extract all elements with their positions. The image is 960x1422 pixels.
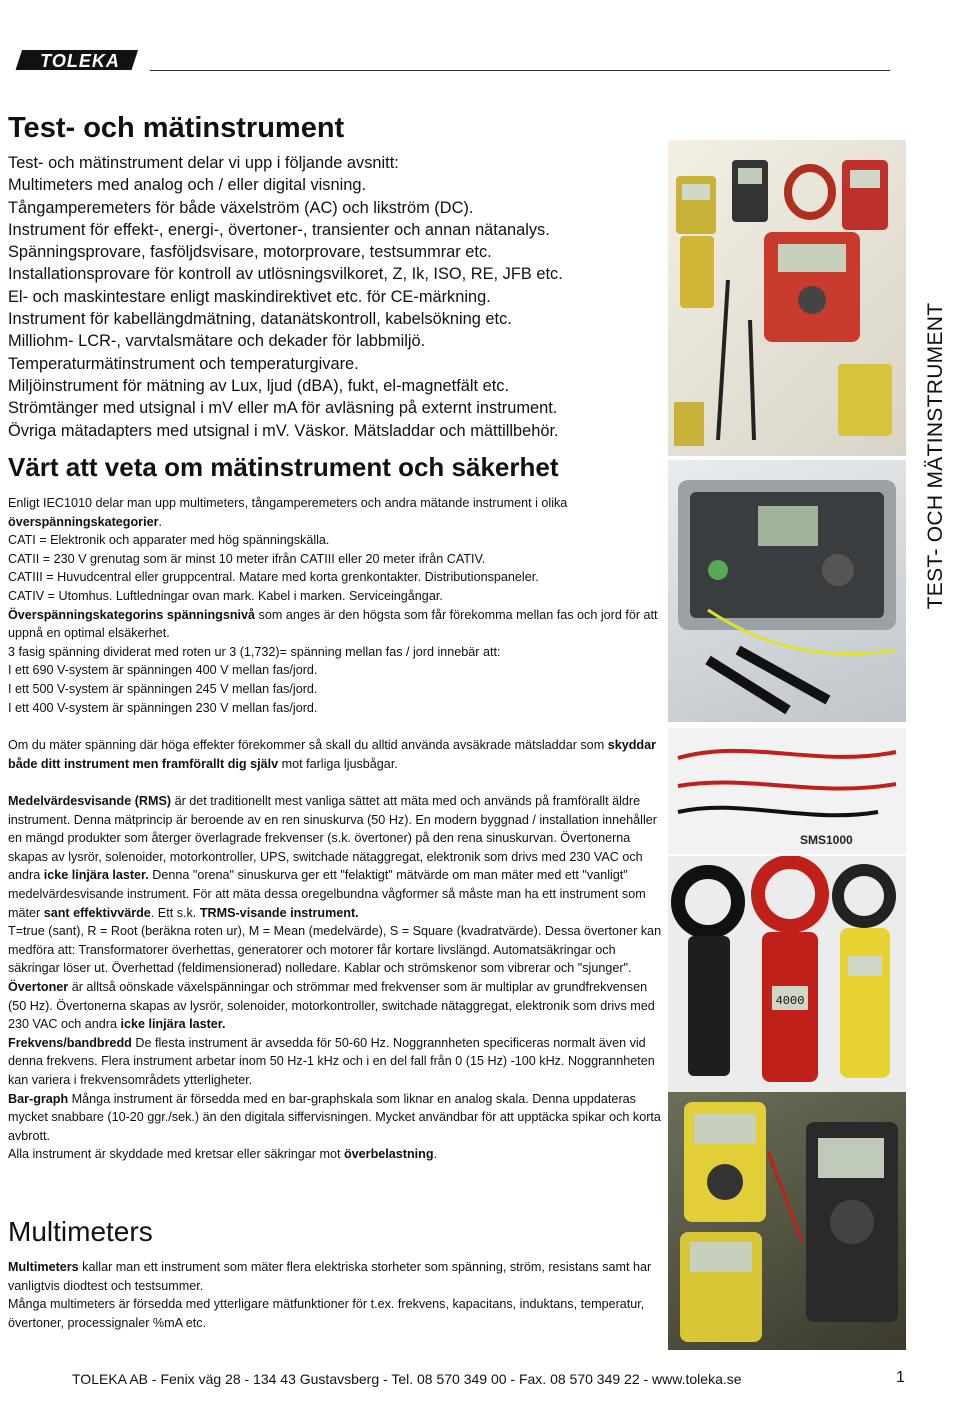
clamp-display: 4000 — [775, 994, 805, 1008]
system-500: I ett 500 V-system är spänningen 245 V mellan fas/jord. — [8, 681, 318, 696]
three-phase-line: 3 fasig spänning dividerat med roten ur 3 (1,732)= spänning mellan fas / jord innebär att: — [8, 644, 501, 659]
cat-3: CATIII = Huvudcentral eller gruppcentral. Matare med korta grenkontakter. Distributionspaneler. — [8, 570, 539, 585]
intro-line: Milliohm- LCR-, varvtalsmätare och dekader för labbmiljö. — [8, 332, 426, 351]
multimeters-text: Multimeters kallar man ett instrument som mäter flera elektriska storheter som spänning, ström, resistans samt har vanligtvis diodtest och testsummer. Många multimeters är försedda med ytterligare mätfunktioner för t.ex. frekvens, kapacitans, induktans, temperatur, övertoner, processignaler %mA etc. — [8, 1260, 652, 1330]
intro-line: Strömtänger med utsignal i mV eller mA för avläsning på externt instrument. — [8, 399, 558, 418]
intro-line: Miljöinstrument för mätning av Lux, ljud (dBA), fukt, el-magnetfält etc. — [8, 376, 510, 395]
intro-line: Test- och mätinstrument delar vi upp i följande avsnitt: — [8, 154, 399, 172]
intro-line: Installationsprovare för kontroll av utlösningsvilkoret, Z, Ik, ISO, RE, JFB etc. — [8, 265, 563, 284]
page-number: 1 — [896, 1369, 905, 1386]
protected-leads-para: Om du mäter spänning där höga effekter förekommer så skall du alltid använda avsäkrade mätsladdar som skyddar både ditt instrument men framförallt dig själv mot farliga ljusbågar. — [8, 738, 656, 771]
sidebar-vertical-title: TEST- OCH MÄTINSTRUMENT — [924, 302, 947, 610]
intro-line: El- och maskintestare enligt maskindirektivet etc. för CE-märkning. — [8, 287, 491, 306]
system-690: I ett 690 V-system är spänningen 400 V mellan fas/jord. — [8, 663, 318, 678]
safety-text — [8, 494, 663, 717]
test-leads-photo — [668, 728, 906, 854]
intro-line: Spänningsprovare, fasföljdsvisare, motorprovare, testsummrar etc. — [8, 243, 492, 262]
safety-para: Enligt IEC1010 delar man upp multimeters, tångamperemeters och andra mätande instrument i olika överspänningskategorier. — [8, 496, 568, 529]
clamp-meters-photo — [668, 856, 906, 1092]
intro-line: Temperaturmätinstrument och temperaturgivare. — [8, 354, 359, 373]
page-title: Test- och mätinstrument — [8, 112, 345, 144]
multimeters-photo — [668, 1092, 906, 1350]
toleka-logo — [12, 44, 142, 76]
sms1000-label: SMS1000 — [800, 833, 853, 847]
system-400: I ett 400 V-system är spänningen 230 V mellan fas/jord. — [8, 700, 318, 715]
voltage-level-para: Överspänningskategorins spänningsnivå som anges är den högsta som får förekomma mellan fas och jord för att uppnå en optimal elsäkerhet. — [8, 607, 658, 641]
header-rule — [150, 70, 890, 71]
cat-2: CATII = 230 V grenutag som är minst 10 meter ifrån CATIII eller 20 meter ifrån CATIV. — [8, 551, 486, 566]
sidebar — [913, 0, 960, 1422]
intro-line: Tångamperemeters för både växelström (AC) och likström (DC). — [8, 198, 474, 217]
instruments-photo — [668, 140, 906, 456]
cat-1: CATI = Elektronik och apparater med hög spänningskälla. — [8, 533, 330, 548]
intro-list — [8, 152, 658, 442]
multimeters-heading: Multimeters — [8, 1216, 153, 1247]
installation-tester-photo — [668, 460, 906, 722]
intro-line: Övriga mätadapters med utsignal i mV. Väskor. Mätsladdar och mättillbehör. — [8, 421, 559, 440]
intro-line: Instrument för effekt-, energi-, övertoner-, transienter och annan nätanalys. — [8, 220, 550, 239]
intro-line: Multimeters med analog och / eller digital visning. — [8, 176, 367, 195]
footer-text: TOLEKA AB - Fenix väg 28 - 134 43 Gustavsberg - Tel. 08 570 349 00 - Fax. 08 570 349 22 - www.toleka.se — [72, 1371, 742, 1387]
logo-text: TOLEKA — [40, 51, 120, 71]
cat-4: CATIV = Utomhus. Luftledningar ovan mark. Kabel i marken. Serviceingångar. — [8, 588, 443, 603]
rms-text: Medelvärdesvisande (RMS) är det traditionellt mest vanliga sättet att mäta med och används på framförallt äldre instrument. Denna mätprincip är beroende av en ren sinuskurva (50 Hz). En modern byggnad / installation innehåller en mängd produkter som återger överlagrade frekvenser (s.k. övertoner) på den rena sinuskurvan. Övertonerna skapas av lysrör, solenoider, motorkontroller, UPS, switchade nätaggregat, elektronik som drivs med 230 VAC och andra icke linjära laster. Denna "orena" sinuskurva ger ett "felaktigt" mätvärde om man mäter med ett "vanligt" medelvärdesvisande instrument. För att mäta dessa oregelbundna vågformer så måste man ha ett instrument som mäter sant effektivvärde. Ett s.k. TRMS-visande instrument. T=true (sant), R = Root (beräkna roten ur), M = Mean (medelvärde), S = Square (kvadratvärde). Dessa övertoner kan medföra att: Transformatorer överhettas, generatorer och motorer får kortare livslängd. Automatsäkringar och säkringar löser ut. Överhettad (feldimensionerad) nolledare. Kablar och strömskenor som vibrerar och "sjunger". Övertoner är alltså oönskade växelspänningar och strömmar med frekvenser som är multiplar av grundfrekvensen (50 Hz). Övertonerna skapas av lysrör, solenoider, motorkontroller, switchade nätaggregat, elektronik som drivs med 230 VAC och andra icke linjära laster. Frekvens/bandbredd De flesta instrument är avsedda för 50-60 Hz. Noggrannheten specificeras normalt även vid denna frekvens. Flera instrument arbetar inom 50 Hz-1 kHz och i en del fall från 0 (15 Hz) -100 kHz. Noggrannheten kan variera i frekvensområdets ytterligheter. Bar-graph Många instrument är försedda med en bar-graphskala som liknar en analog skala. Denna uppdateras mycket snabbare (10-20 ggr./sek.) än den digitala siffervisningen. Mycket användbar för att upptäcka spikar och korta avbrott. Alla instrument är skyddade med kretsar eller säkringar mot överbelastning. — [8, 794, 662, 1162]
intro-line: Instrument för kabellängdmätning, datanätskontroll, kabelsökning etc. — [8, 310, 512, 329]
safety-heading: Värt att veta om mätinstrument och säkerhet — [8, 452, 559, 482]
